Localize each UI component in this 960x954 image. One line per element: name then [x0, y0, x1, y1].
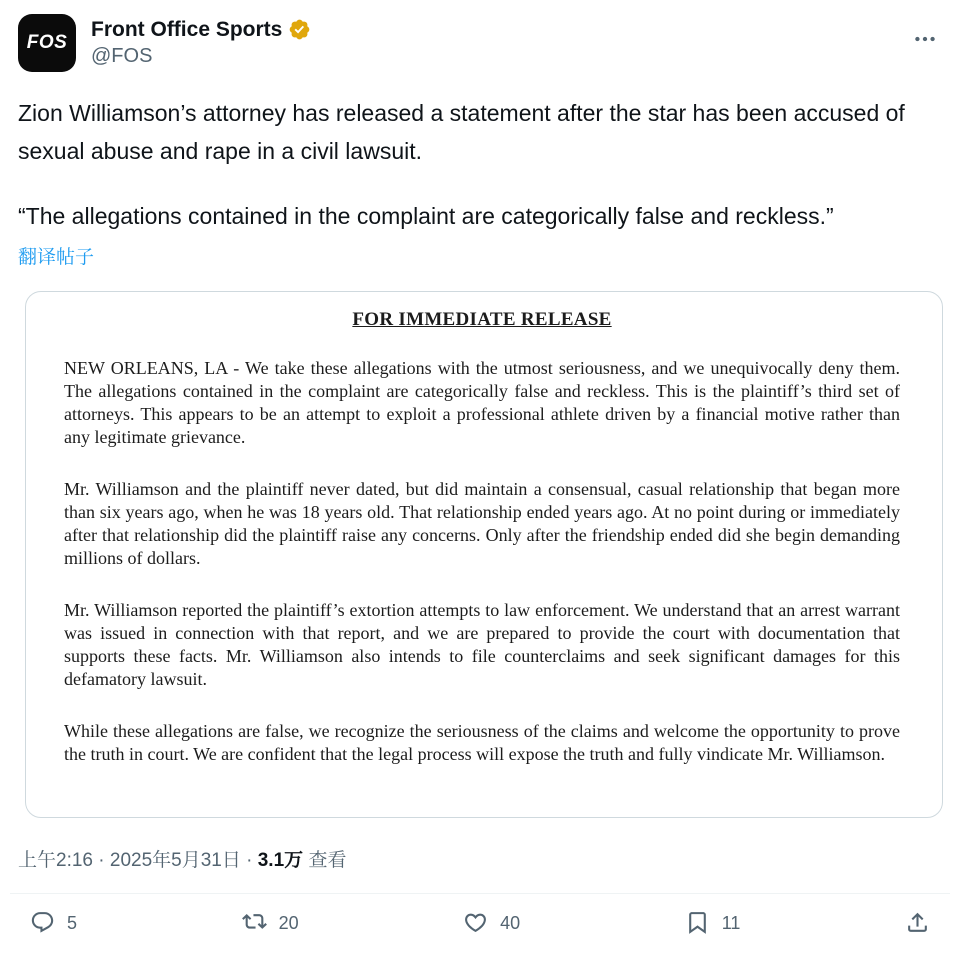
reply-icon [30, 910, 55, 935]
translate-post-link[interactable]: 翻译帖子 [18, 247, 95, 268]
timestamp-row [18, 845, 942, 872]
repost-icon [242, 910, 267, 935]
handle: @FOS [91, 45, 153, 67]
action-bar [18, 894, 942, 945]
repost-count: 20 [278, 912, 299, 933]
press-release-paragraph: NEW ORLEANS, LA - We take these allegations with the utmost seriousness, and we unequivocally deny them. The allegations contained in the complaint are categorically false and reckless. This is the plaintiff’s third set of attorneys. This appears to be an attempt to exploit a professional athlete driven by a financial motive rather than any legitimate grievance. [64, 358, 900, 447]
like-icon [463, 910, 488, 935]
press-release-paragraph: While these allegations are false, we recognize the seriousness of the claims and welcome the opportunity to prove the truth in court. We are confident that the legal process will expose the truth and fully vindicate Mr. Williamson. [64, 721, 900, 764]
repost-button[interactable] [242, 910, 299, 935]
press-release-image[interactable] [25, 291, 943, 818]
press-release-paragraph: Mr. Williamson reported the plaintiff’s extortion attempts to law enforcement. We understand that an arrest warrant was issued in connection with that report, and we are prepared to provide the court with documentation that supports these facts. Mr. Williamson also intends to file counterclaims and seek significant damages for this defamatory lawsuit. [64, 600, 900, 689]
gold-verified-badge-icon [288, 18, 311, 41]
share-icon [905, 910, 930, 935]
author-block[interactable] [91, 14, 311, 69]
bookmark-button[interactable] [685, 910, 741, 935]
share-button[interactable] [905, 910, 930, 935]
tweet-text [18, 94, 942, 235]
ellipsis-icon [912, 26, 938, 52]
more-menu-button[interactable] [908, 22, 942, 56]
reply-button[interactable] [30, 910, 77, 935]
reply-count: 5 [67, 912, 78, 933]
avatar[interactable] [18, 14, 76, 72]
press-release-title: FOR IMMEDIATE RELEASE [352, 309, 612, 330]
views-label[interactable]: 查看 [308, 850, 347, 871]
bookmark-count: 11 [721, 912, 741, 933]
display-name: Front Office Sports [91, 18, 283, 41]
separator: · [246, 850, 253, 871]
press-release-paragraph: Mr. Williamson and the plaintiff never dated, but did maintain a consensual, casual relationship that began more than six years ago, when he was 18 years old. That relationship ended years ago. At no point during or immediately after that relationship did the plaintiff raise any concerns. Only after the friendship ended did she begin demanding millions of dollars. [64, 479, 900, 568]
like-count: 40 [500, 912, 521, 933]
separator: · [98, 850, 105, 871]
views-count: 3.1万 [257, 850, 304, 871]
tweet-header [18, 14, 942, 72]
tweet-paragraph-1: Zion Williamson’s attorney has released a statement after the star has been accused of sexual abuse and rape in a civil lawsuit. [18, 100, 905, 164]
like-button[interactable] [463, 910, 520, 935]
post-time: 上午2:16 [18, 850, 93, 871]
bookmark-icon [685, 910, 710, 935]
post-date: 2025年5月31日 [109, 850, 241, 871]
tweet-paragraph-2: “The allegations contained in the complaint are categorically false and reckless.” [18, 203, 834, 229]
avatar-text: FOS [26, 32, 68, 53]
